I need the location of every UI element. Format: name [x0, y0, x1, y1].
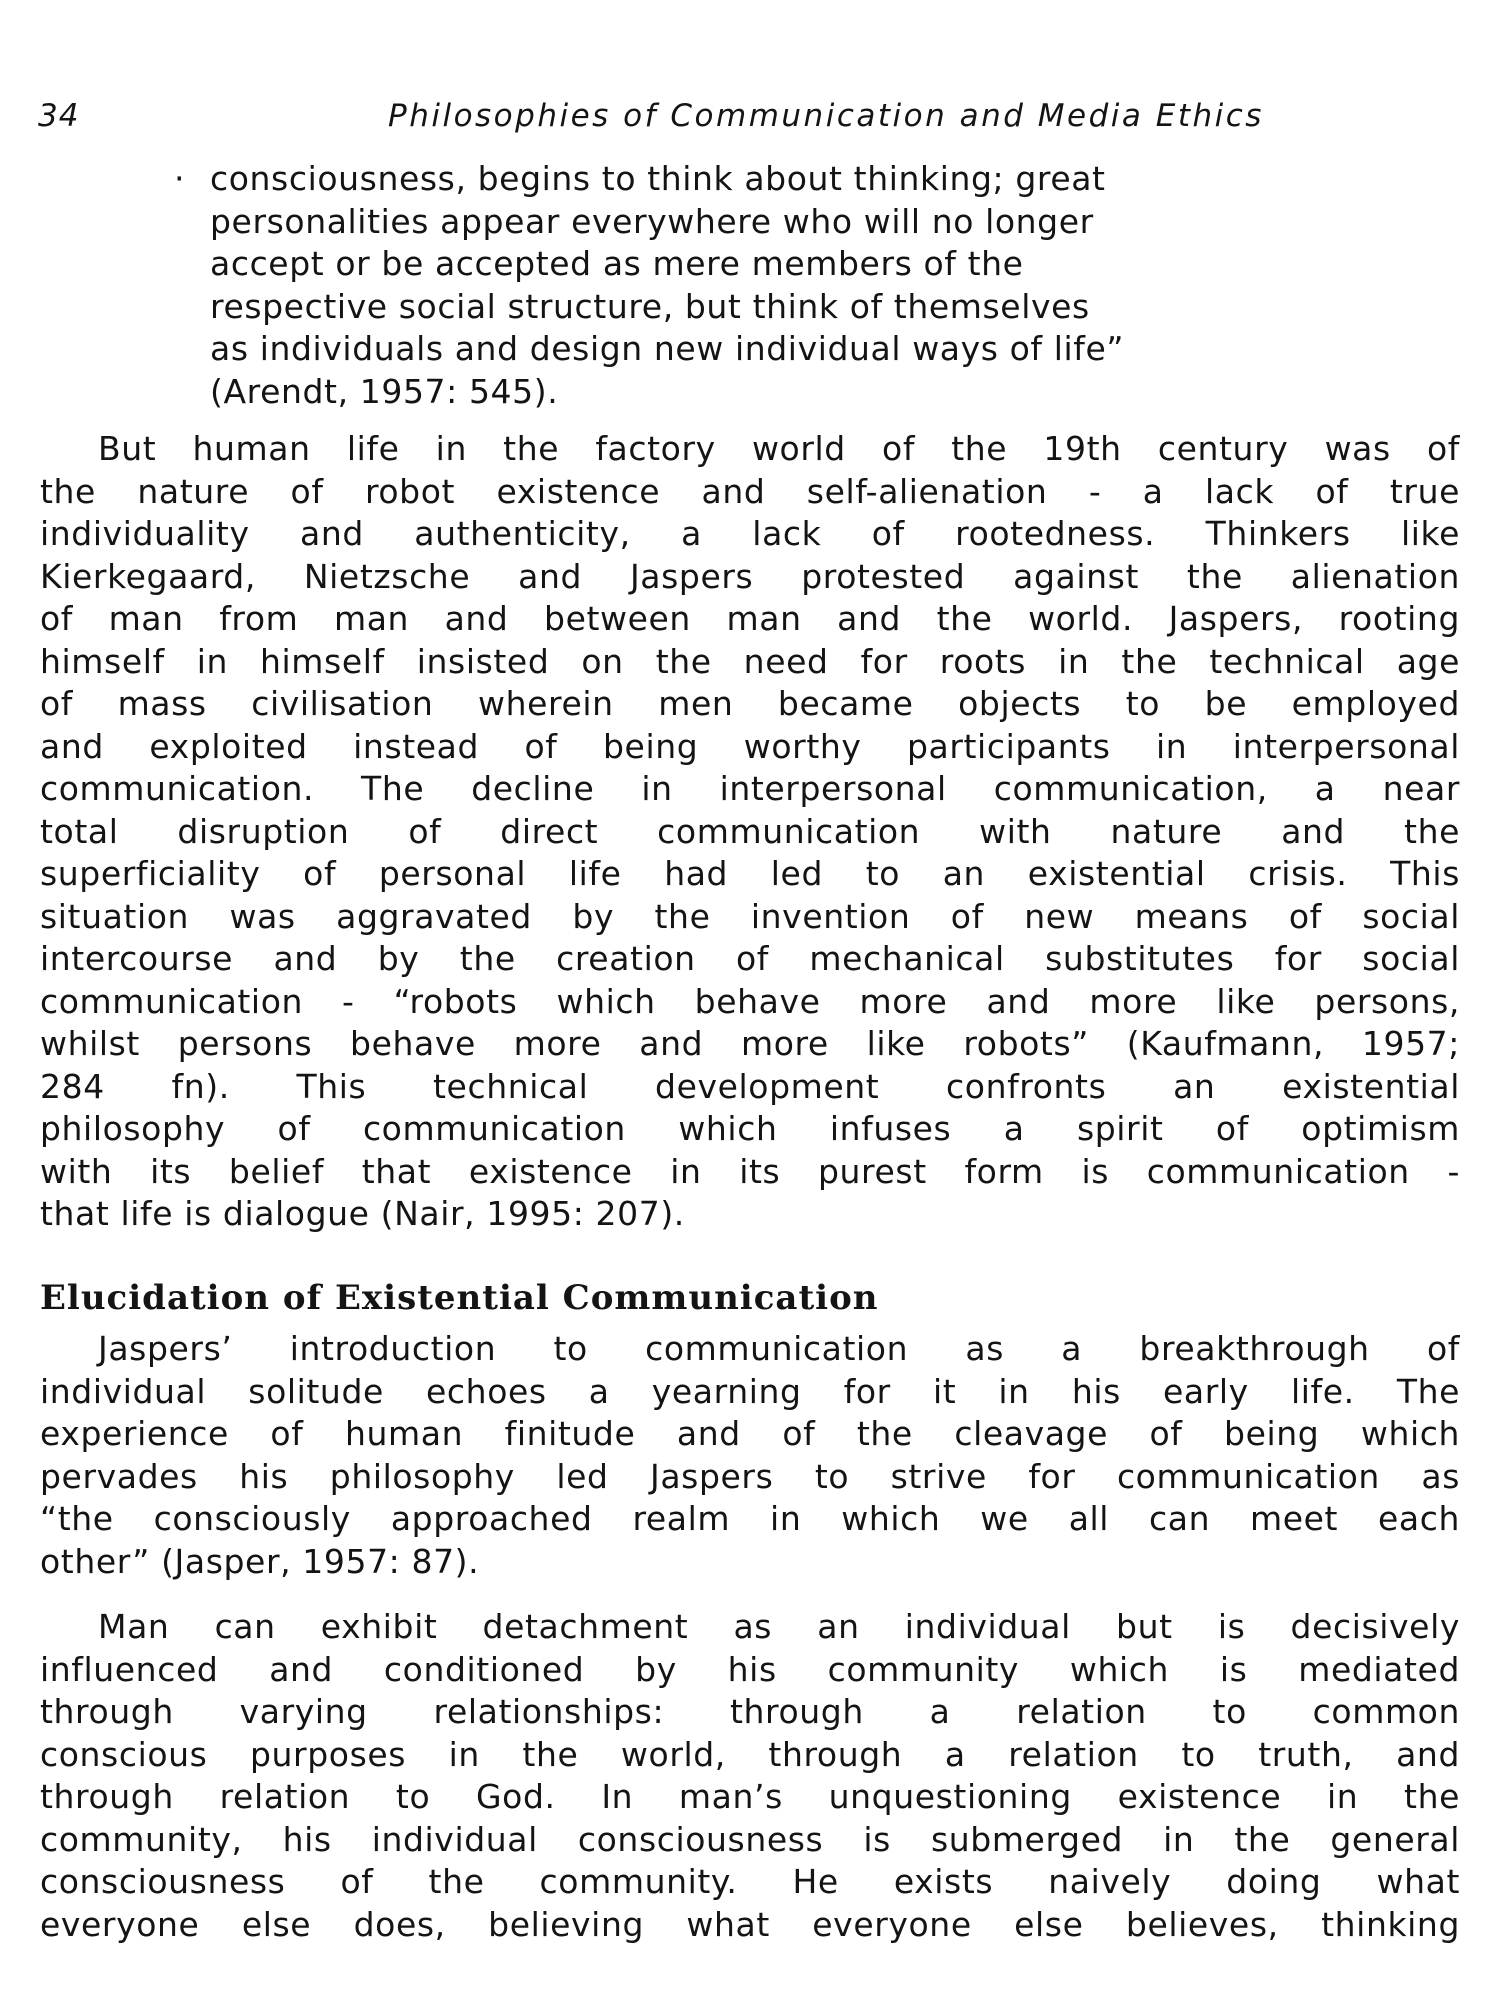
quote-line: (Arendt, 1957: 545). — [210, 371, 559, 411]
text-line: 284 fn). This technical development confronts an existential — [40, 1066, 1460, 1106]
text-line: intercourse and by the creation of mechanical substitutes for social — [40, 939, 1460, 978]
text-line: Man can exhibit detachment as an individual but is decisively — [98, 1607, 1460, 1646]
text-line: individuality and authenticity, a lack of rootedness. Thinkers like — [40, 514, 1460, 553]
text-line: community, his individual consciousness is submerged in the general — [40, 1819, 1460, 1859]
text-line: through varying relationships: through a relation to common — [40, 1692, 1460, 1731]
paragraph-jaspers-introduction — [40, 1328, 1460, 1583]
section-heading: Elucidation of Existential Communication — [40, 1278, 879, 1318]
text-line: of mass civilisation wherein men became objects to be employed — [40, 684, 1460, 723]
text-line: situation was aggravated by the invention of new means of social — [40, 896, 1460, 936]
text-line: communication - “robots which behave more and more like persons, — [40, 981, 1460, 1021]
text-line: But human life in the factory world of the 19th century was of — [98, 429, 1460, 468]
text-line: that life is dialogue (Nair, 1995: 207). — [40, 1194, 685, 1233]
text-line: communication. The decline in interpersonal communication, a near — [40, 769, 1460, 808]
running-title: Philosophies of Communication and Media Ethics — [388, 98, 1264, 134]
text-line: Jaspers’ introduction to communication as a breakthrough of — [98, 1329, 1460, 1368]
text-line: the nature of robot existence and self-alienation - a lack of true — [40, 471, 1460, 511]
text-line: influenced and conditioned by his community which is mediated — [40, 1649, 1460, 1689]
quote-line: as individuals and design new individual ways of life” — [210, 329, 1125, 368]
text-line: Kierkegaard, Nietzsche and Jaspers protested against the alienation — [40, 556, 1460, 596]
text-line: consciousness of the community. He exists naively doing what — [40, 1862, 1460, 1901]
text-line: everyone else does, believing what everyone else believes, thinking — [40, 1904, 1460, 1944]
text-line: “the consciously approached realm in which we all can meet each — [40, 1499, 1460, 1538]
text-line: individual solitude echoes a yearning for it in his early life. The — [40, 1371, 1460, 1411]
bullet-mark: · — [174, 159, 185, 198]
text-line: himself in himself insisted on the need for roots in the technical age — [40, 641, 1460, 681]
text-line: philosophy of communication which infuses a spirit of optimism — [40, 1109, 1460, 1148]
text-line: of man from man and between man and the world. Jaspers, rooting — [40, 599, 1460, 638]
text-line: with its belief that existence in its purest form is communication - — [40, 1151, 1460, 1191]
quote-line: accept or be accepted as mere members of the — [210, 244, 1024, 283]
text-line: total disruption of direct communication with nature and the — [40, 811, 1460, 851]
text-line: and exploited instead of being worthy participants in interpersonal — [40, 726, 1460, 766]
text-line: superficiality of personal life had led to an existential crisis. This — [40, 854, 1460, 893]
text-line: whilst persons behave more and more like robots” (Kaufmann, 1957; — [40, 1024, 1460, 1063]
page-number: 34 — [38, 98, 80, 134]
quote-line: respective social structure, but think of themselves — [210, 286, 1090, 326]
text-line: experience of human finitude and of the cleavage of being which — [40, 1414, 1460, 1453]
paragraph-man-detachment — [40, 1606, 1460, 1946]
text-line: pervades his philosophy led Jaspers to strive for communication as — [40, 1456, 1460, 1496]
running-head — [38, 98, 1458, 142]
paragraph-factory-world — [40, 428, 1460, 1236]
text-line: conscious purposes in the world, through a relation to truth, and — [40, 1734, 1460, 1774]
quote-line: personalities appear everywhere who will no longer — [210, 201, 1094, 241]
block-quote — [174, 158, 1300, 413]
quote-line: consciousness, begins to think about thinking; great — [210, 159, 1106, 198]
text-line: other” (Jasper, 1957: 87). — [40, 1541, 480, 1581]
text-line: through relation to God. In man’s unquestioning existence in the — [40, 1777, 1460, 1816]
